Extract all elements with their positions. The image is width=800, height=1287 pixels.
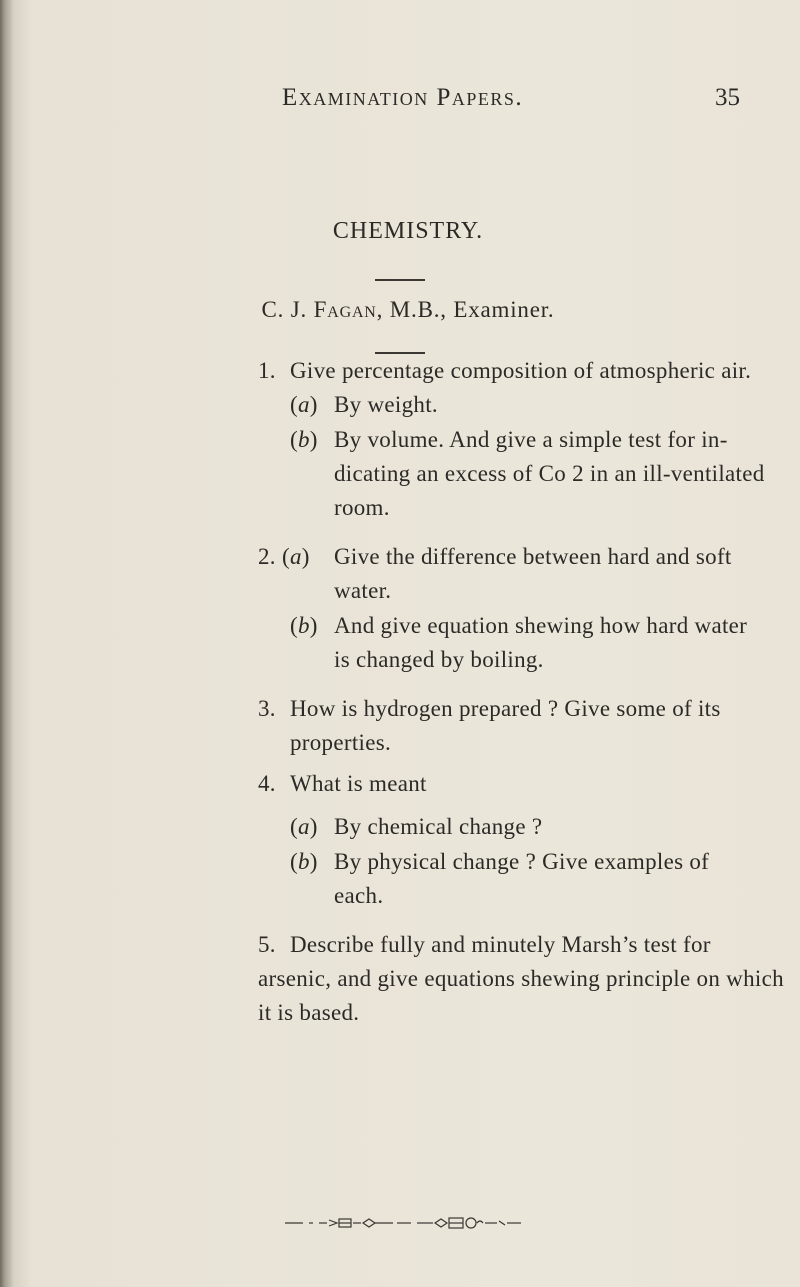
page-number: 35 xyxy=(715,84,740,111)
sub-question-label: (a) xyxy=(282,544,310,569)
question-text: What is meant xyxy=(290,771,427,796)
sub-question-text: By physical change ? Give examples of xyxy=(334,849,710,874)
sub-question-text: is changed by boiling. xyxy=(334,647,544,672)
sub-question-label: (b) xyxy=(290,613,318,638)
examiner-role: M.B., Examiner. xyxy=(389,297,555,322)
divider-rule xyxy=(375,279,425,281)
sub-question-label: (a) xyxy=(290,392,318,417)
question-number: 1. xyxy=(258,358,276,383)
question-text: Give percentage composition of atmospheric air. xyxy=(290,358,752,383)
sub-question-text: By volume. And give a simple test for in- xyxy=(334,427,728,452)
examiner-line xyxy=(0,297,800,323)
sub-question-text: each. xyxy=(334,883,384,908)
sub-question-label: (a) xyxy=(290,814,318,839)
end-ornament-icon xyxy=(283,1215,523,1231)
sub-question-label: (b) xyxy=(290,849,318,874)
question-number: 2. xyxy=(258,544,276,569)
section-title: CHEMISTRY. xyxy=(332,218,484,244)
sub-question-text: room. xyxy=(334,495,390,520)
question-number: 5. xyxy=(258,932,276,957)
question-number: 3. xyxy=(258,696,276,721)
sub-question-text: By chemical change ? xyxy=(334,814,543,839)
sub-question-text: water. xyxy=(334,578,392,603)
sub-question-text: Give the difference between hard and soft xyxy=(334,544,732,569)
sub-question-text: And give equation shewing how hard water xyxy=(334,613,748,638)
examiner-surname: Fagan, xyxy=(313,297,384,322)
running-title: Examination Papers. xyxy=(282,84,524,111)
sub-question-label: (b) xyxy=(290,427,318,452)
question-text: properties. xyxy=(290,730,392,755)
question-text: How is hydrogen prepared ? Give some of its xyxy=(290,696,721,721)
sub-question-text: By weight. xyxy=(334,392,438,417)
question-number: 4. xyxy=(258,771,276,796)
sub-question-text: dicating an excess of Co 2 in an ill-ventilated xyxy=(334,461,765,486)
question-text: arsenic, and give equations shewing principle on which xyxy=(258,966,784,991)
question-text: it is based. xyxy=(258,1000,360,1025)
question-text: Describe fully and minutely Marsh’s test for xyxy=(290,932,711,957)
running-header xyxy=(282,84,740,124)
examiner-initials: C. J. xyxy=(261,297,308,322)
